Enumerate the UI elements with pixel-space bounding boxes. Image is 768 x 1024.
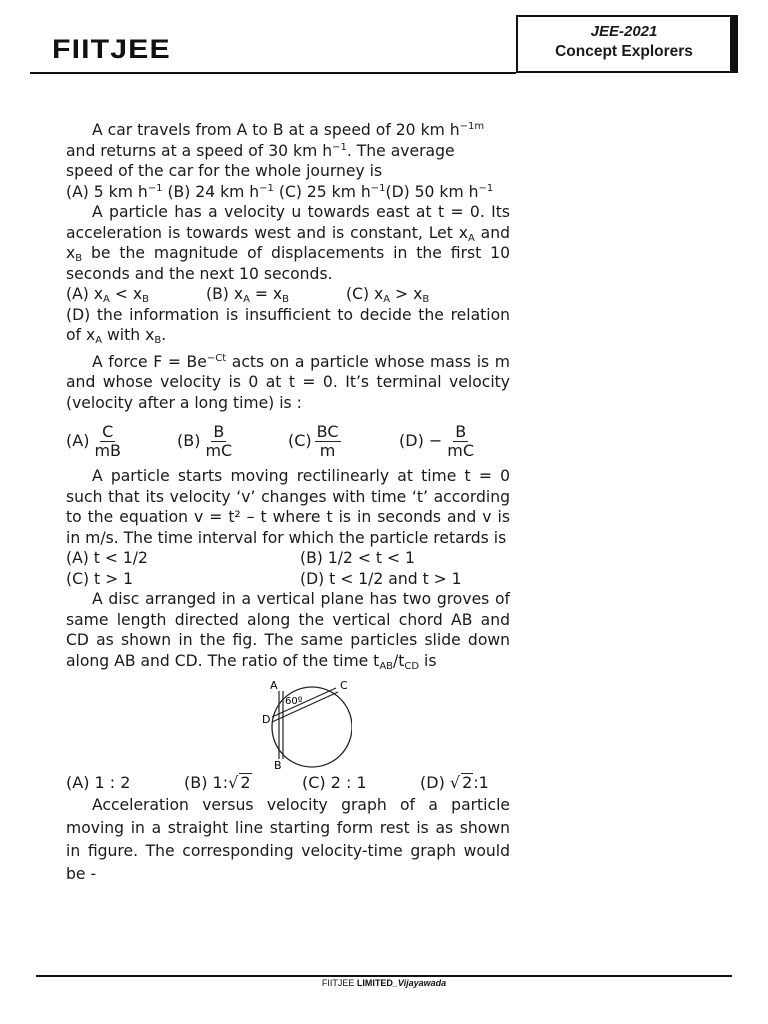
label-c: C xyxy=(340,679,348,692)
q1-options xyxy=(66,182,510,203)
q3-option-c: (C) $\frac{BC}{m}$ xyxy=(288,422,339,460)
q4-option-b: (B) 1/2 < t < 1 xyxy=(300,549,415,567)
q4-option-d: (D) t < 1/2 and t > 1 xyxy=(300,569,462,588)
q5-option-a: (A) 1 : 2 xyxy=(66,773,131,792)
chord-cd xyxy=(272,688,336,717)
q5-option-c: (C) 2 : 1 xyxy=(302,773,367,792)
label-d: D xyxy=(262,713,271,726)
q1-option-c: (C) 25 km $h^{-1}$ xyxy=(278,182,386,201)
question-4: A particle starts moving rectilinearly at time t = 0 such that its velocity ‘v’ changes with time ‘t’ according to the equation v = t² – t where t is in seconds and v is in m/s. The time interval for which the particle retards is (A) t < 1/2 (B) 1/2 < t < 1 (C) t > 1 (D) t < 1/2 and t > 1 xyxy=(66,467,510,588)
question-2: A particle has a velocity u towards east at t = 0. Its acceleration is towards west and is constant, Let $x_A$ and $x_B$ be the magnitude of displacements in the first 10 seconds and the next 10 seconds. (A) $x_A < x_B$ (B) $x_A = x_B$ (C) $x_A > x_B$ (D) the information is insufficient to decide the relation of $x_A$ with $x_B$. xyxy=(66,203,510,346)
q1-option-d: (D) 50 km $h^{-1}$ xyxy=(385,182,494,201)
chord-cd-groove xyxy=(272,692,338,722)
q1-option-b: (B) 24 km $h^{-1}$ xyxy=(167,182,274,201)
q3-options xyxy=(66,423,510,460)
question-5: A disc arranged in a vertical plane has two groves of same length directed along the vertical chord AB and CD as shown in the fig. The same particles slide down along AB and CD. The ratio of the time $t_{AB}/t_{CD}$ is A C D B 60º (A) 1 : 2 (B) 1:√ 2 (C) 2 : 1 (D) √ 2:1 xyxy=(66,590,510,792)
q4-option-a: (A) t < 1/2 xyxy=(66,549,148,567)
q2-option-a: (A) $x_A < x_B$ xyxy=(66,285,149,305)
q2-option-b: (B) $x_A = x_B$ xyxy=(206,285,289,305)
question-3: A force $F = Be^{-Ct}$ acts on a particle whose mass is m and whose velocity is 0 at t = 0. It’s terminal velocity (velocity after a long time) is : (A) $\frac{C}{mB}$ (B) $\frac{B}{mC}$ (C) $\frac{BC}{m}$ (D) − $\frac{B}{mC}$ xyxy=(66,352,510,460)
disc-figure xyxy=(66,677,510,769)
q2-options xyxy=(66,284,510,305)
q3-option-d: (D) − $\frac{B}{mC}$ xyxy=(399,422,475,460)
fiitjee-logo: FIITJEE xyxy=(52,34,171,64)
q5-options xyxy=(66,773,510,794)
question-content xyxy=(66,120,510,886)
header-box xyxy=(516,15,738,73)
q2-option-d: (D) the information is insufficient to decide the relation of $x_A$ with $x_B$. xyxy=(66,305,510,346)
label-b: B xyxy=(274,759,282,769)
question-1: A car travels from A to B at a speed of 20 km $h^{-1m}$ and returns at a speed of 30 km $h^{-1}$. The average speed of the car for the whole journey is (A) 5 km $h^{-1}$ (B) 24 km $h^{-1}$ (C) 25 km $h^{-1}(D)$ 50 km $h^{-1}$ xyxy=(66,120,510,202)
q2-option-c: (C) $x_A > x_B$ xyxy=(346,285,430,305)
exam-label: JEE-2021 xyxy=(590,23,658,40)
label-a: A xyxy=(270,679,278,692)
footer: FIITJEE LIMITED_Vijayawada xyxy=(321,978,447,988)
q4-option-c: (C) t > 1 xyxy=(66,569,134,588)
angle-label: 60º xyxy=(285,696,303,707)
q1-option-a: (A) 5 km $h^{-1}$ xyxy=(66,182,163,201)
q3-option-b: (B) $\frac{B}{mC}$ xyxy=(177,422,233,460)
series-label: Concept Explorers xyxy=(555,43,693,60)
q5-option-b: (B) 1:√ 2 xyxy=(184,773,251,792)
q5-option-d: (D) √ 2:1 xyxy=(420,773,489,792)
q3-option-a: (A) $\frac{C}{mB}$ xyxy=(66,422,121,460)
question-6: Acceleration versus velocity graph of a particle moving in a straight line starting form rest is as shown in figure. The corresponding velocity-time graph would be - xyxy=(66,795,510,883)
disc-diagram xyxy=(252,677,352,769)
footer-rule xyxy=(36,975,732,977)
header-rule xyxy=(30,72,516,74)
